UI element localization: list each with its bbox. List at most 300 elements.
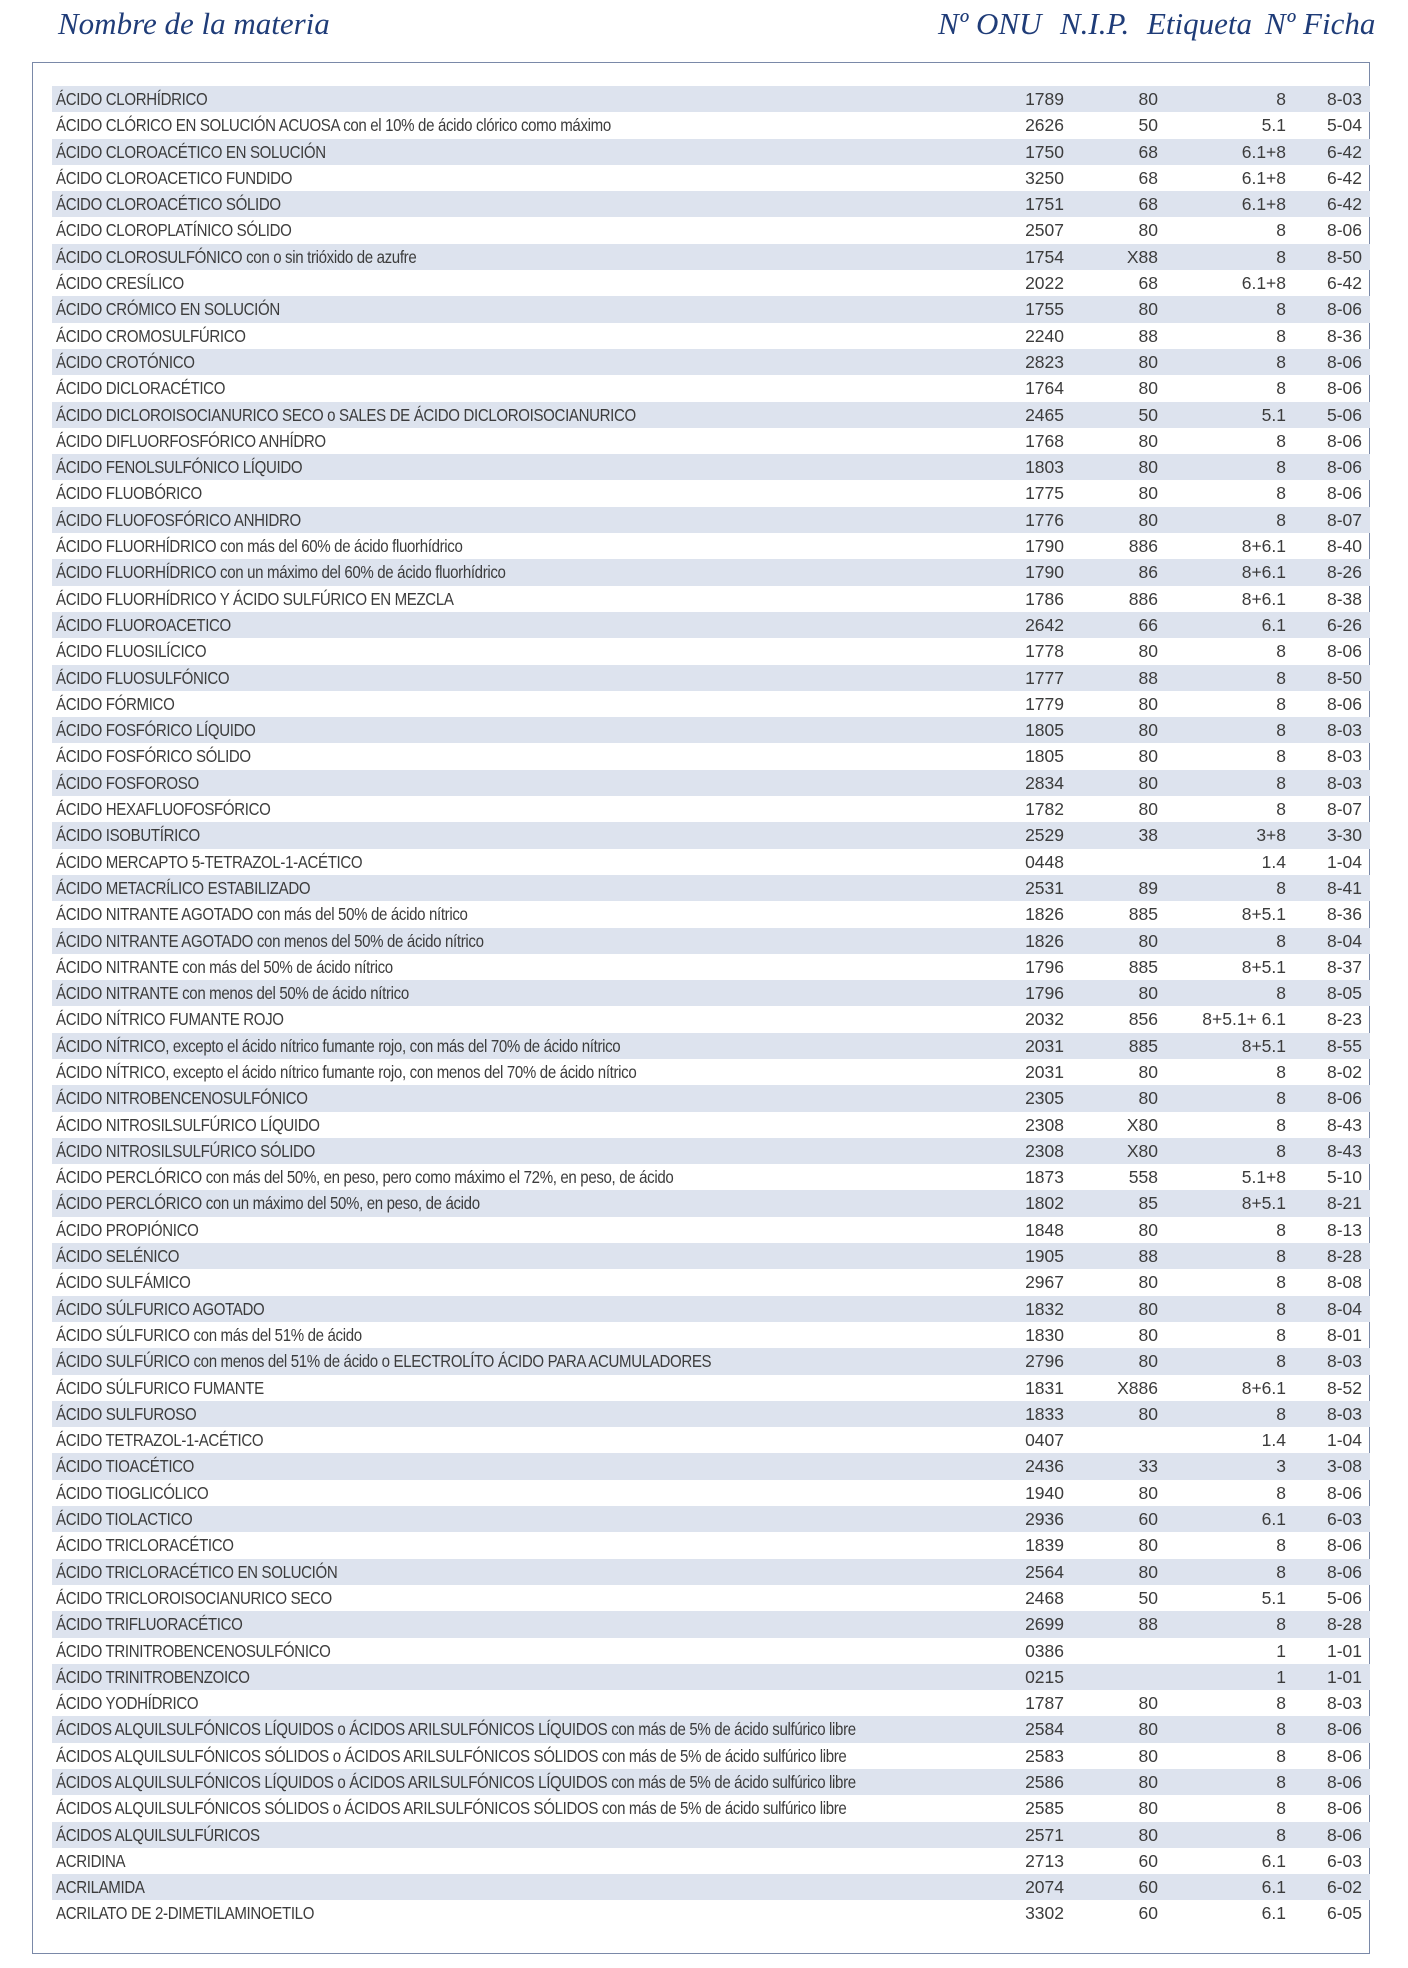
- table-row: [52, 586, 1370, 612]
- cell-name: ÁCIDO PERCLÓRICO con más del 50%, en peso, pero como máximo el 72%, en peso, de ácido: [56, 1167, 674, 1188]
- table-row: [52, 139, 1370, 165]
- cell-onu: 2022: [1025, 273, 1064, 294]
- cell-etiqueta: 8: [1276, 457, 1286, 478]
- cell-name: ÁCIDO SULFÁMICO: [56, 1272, 191, 1293]
- cell-etiqueta: 1.4: [1261, 1430, 1286, 1451]
- table-row: [52, 1427, 1370, 1453]
- table-row: [52, 691, 1370, 717]
- cell-name: ÁCIDO SULFUROSO: [56, 1403, 197, 1424]
- cell-nip: 80: [1138, 351, 1158, 372]
- cell-name: ÁCIDO NITRANTE con más del 50% de ácido nítrico: [56, 956, 393, 977]
- table-row: [52, 1059, 1370, 1085]
- cell-etiqueta: 8: [1276, 351, 1286, 372]
- cell-onu: 1832: [1025, 1298, 1064, 1319]
- cell-ficha: 8-02: [1326, 1061, 1362, 1082]
- cell-nip: 68: [1138, 167, 1158, 188]
- cell-onu: 1754: [1025, 246, 1064, 267]
- cell-name: ÁCIDO CLOROACÉTICO SÓLIDO: [56, 194, 281, 215]
- cell-etiqueta: 8: [1276, 772, 1286, 793]
- cell-etiqueta: 8: [1276, 746, 1286, 767]
- cell-etiqueta: 8: [1276, 720, 1286, 741]
- cell-onu: 1833: [1025, 1403, 1064, 1424]
- cell-onu: 1779: [1025, 693, 1064, 714]
- cell-onu: 2823: [1025, 351, 1064, 372]
- cell-onu: 0386: [1025, 1640, 1064, 1661]
- cell-nip: 50: [1138, 1587, 1158, 1608]
- cell-nip: 85: [1138, 1193, 1158, 1214]
- cell-onu: 1805: [1025, 720, 1064, 741]
- cell-etiqueta: 8: [1276, 1351, 1286, 1372]
- cell-nip: 558: [1128, 1167, 1158, 1188]
- table-header: [0, 0, 1408, 60]
- cell-nip: 80: [1138, 89, 1158, 109]
- cell-name: ÁCIDO DICLOROISOCIANURICO SECO o SALES DE ÁCIDO DICLOROISOCIANURICO: [56, 404, 636, 425]
- cell-ficha: 8-50: [1326, 667, 1362, 688]
- cell-etiqueta: 8: [1276, 246, 1286, 267]
- cell-onu: 2507: [1025, 220, 1064, 241]
- table-row: [52, 1638, 1370, 1664]
- cell-etiqueta: 8: [1276, 983, 1286, 1004]
- cell-nip: 33: [1138, 1456, 1158, 1477]
- cell-ficha: 8-36: [1326, 904, 1362, 925]
- cell-etiqueta: 8: [1276, 1219, 1286, 1240]
- table-row: [52, 665, 1370, 691]
- cell-ficha: 5-04: [1326, 115, 1362, 136]
- cell-name: ÁCIDO NITROSILSULFÚRICO LÍQUIDO: [56, 1114, 320, 1135]
- cell-etiqueta: 8: [1276, 1114, 1286, 1135]
- table-row: [52, 507, 1370, 533]
- cell-onu: 2074: [1025, 1877, 1064, 1898]
- table-row: [52, 1348, 1370, 1374]
- cell-ficha: 8-06: [1326, 351, 1362, 372]
- cell-etiqueta: 5.1: [1261, 404, 1286, 425]
- cell-nip: 89: [1138, 877, 1158, 898]
- table-row: [52, 1716, 1370, 1742]
- table-row: [52, 559, 1370, 585]
- cell-ficha: 8-43: [1326, 1140, 1362, 1161]
- table-row: [52, 349, 1370, 375]
- cell-etiqueta: 8+6.1: [1241, 536, 1286, 557]
- cell-onu: 1873: [1025, 1167, 1064, 1188]
- cell-onu: 2308: [1025, 1114, 1064, 1135]
- cell-name: ÁCIDO ISOBUTÍRICO: [56, 825, 200, 846]
- cell-nip: 80: [1138, 930, 1158, 951]
- cell-ficha: 5-06: [1326, 404, 1362, 425]
- cell-nip: 80: [1138, 457, 1158, 478]
- cell-etiqueta: 8: [1276, 1272, 1286, 1293]
- cell-onu: 1802: [1025, 1193, 1064, 1214]
- cell-nip: 80: [1138, 220, 1158, 241]
- cell-etiqueta: 8: [1276, 1482, 1286, 1503]
- cell-nip: 80: [1138, 772, 1158, 793]
- cell-nip: 88: [1138, 1614, 1158, 1635]
- cell-name: ÁCIDO YODHÍDRICO: [56, 1693, 199, 1714]
- table-row: [52, 1033, 1370, 1059]
- cell-onu: 1775: [1025, 483, 1064, 504]
- cell-ficha: 8-04: [1326, 930, 1362, 951]
- cell-etiqueta: 8: [1276, 299, 1286, 320]
- cell-name: ÁCIDO METACRÍLICO ESTABILIZADO: [56, 877, 311, 898]
- cell-name: ACRIDINA: [56, 1850, 126, 1871]
- table-row: [52, 244, 1370, 270]
- table-row: [52, 112, 1370, 138]
- cell-onu: 1789: [1025, 89, 1064, 109]
- cell-etiqueta: 6.1+8: [1241, 273, 1286, 294]
- cell-etiqueta: 8: [1276, 641, 1286, 662]
- cell-name: ÁCIDO TETRAZOL-1-ACÉTICO: [56, 1430, 264, 1451]
- table-row: [52, 1322, 1370, 1348]
- cell-name: ÁCIDO FLUORHÍDRICO con más del 60% de ácido fluorhídrico: [56, 536, 463, 557]
- cell-onu: 1751: [1025, 194, 1064, 215]
- table-row: [52, 743, 1370, 769]
- cell-etiqueta: 8: [1276, 1561, 1286, 1582]
- cell-ficha: 6-42: [1326, 194, 1362, 215]
- cell-onu: 1796: [1025, 956, 1064, 977]
- cell-nip: 856: [1128, 1009, 1158, 1030]
- cell-ficha: 8-06: [1326, 430, 1362, 451]
- cell-nip: 886: [1128, 588, 1158, 609]
- table-row: [52, 1664, 1370, 1690]
- cell-nip: 80: [1138, 1745, 1158, 1766]
- cell-etiqueta: 8: [1276, 1298, 1286, 1319]
- cell-onu: 0407: [1025, 1430, 1064, 1451]
- cell-nip: 68: [1138, 194, 1158, 215]
- cell-onu: 2531: [1025, 877, 1064, 898]
- cell-nip: 80: [1138, 1719, 1158, 1740]
- cell-etiqueta: 6.1: [1261, 1850, 1286, 1871]
- cell-onu: 2585: [1025, 1798, 1064, 1819]
- cell-nip: 68: [1138, 141, 1158, 162]
- cell-name: ÁCIDO FLUORHÍDRICO Y ÁCIDO SULFÚRICO EN MEZCLA: [56, 588, 454, 609]
- cell-name: ÁCIDO NITRANTE AGOTADO con más del 50% de ácido nítrico: [56, 904, 468, 925]
- table-row: [52, 454, 1370, 480]
- table-row: [52, 796, 1370, 822]
- cell-ficha: 8-28: [1326, 1614, 1362, 1635]
- cell-name: ÁCIDO FOSFOROSO: [56, 772, 199, 793]
- cell-name: ÁCIDO FLUOBÓRICO: [56, 483, 202, 504]
- table-row: [52, 1585, 1370, 1611]
- cell-name: ÁCIDO TIOLACTICO: [56, 1509, 193, 1530]
- cell-nip: 88: [1138, 1246, 1158, 1267]
- cell-onu: 2571: [1025, 1824, 1064, 1845]
- cell-onu: 1803: [1025, 457, 1064, 478]
- cell-nip: 80: [1138, 720, 1158, 741]
- cell-nip: 66: [1138, 614, 1158, 635]
- cell-etiqueta: 8: [1276, 378, 1286, 399]
- cell-ficha: 8-55: [1326, 1035, 1362, 1056]
- cell-onu: 2642: [1025, 614, 1064, 635]
- table-row: [52, 270, 1370, 296]
- cell-nip: 68: [1138, 273, 1158, 294]
- cell-etiqueta: 5.1: [1261, 115, 1286, 136]
- table-row: [52, 1006, 1370, 1032]
- cell-nip: 88: [1138, 325, 1158, 346]
- cell-onu: 1782: [1025, 799, 1064, 820]
- cell-onu: 1777: [1025, 667, 1064, 688]
- cell-nip: 80: [1138, 299, 1158, 320]
- cell-nip: 885: [1128, 956, 1158, 977]
- cell-name: ÁCIDO CRESÍLICO: [56, 273, 184, 294]
- header-ficha: Nº Ficha: [1265, 6, 1376, 41]
- cell-name: ÁCIDO NÍTRICO, excepto el ácido nítrico fumante rojo, con más del 70% de ácido nítrico: [56, 1035, 621, 1056]
- cell-onu: 1787: [1025, 1693, 1064, 1714]
- cell-ficha: 8-21: [1326, 1193, 1362, 1214]
- cell-nip: 80: [1138, 1693, 1158, 1714]
- table-row: [52, 480, 1370, 506]
- cell-nip: 50: [1138, 115, 1158, 136]
- cell-ficha: 8-23: [1326, 1009, 1362, 1030]
- materials-table: [52, 86, 1370, 1927]
- cell-name: ÁCIDO SELÉNICO: [56, 1246, 180, 1267]
- cell-etiqueta: 8+6.1: [1241, 1377, 1286, 1398]
- cell-ficha: 8-08: [1326, 1272, 1362, 1293]
- cell-ficha: 1-04: [1326, 1430, 1362, 1451]
- cell-nip: 50: [1138, 404, 1158, 425]
- cell-onu: 1755: [1025, 299, 1064, 320]
- cell-nip: 80: [1138, 1772, 1158, 1792]
- cell-nip: 80: [1138, 1272, 1158, 1293]
- cell-ficha: 8-03: [1326, 720, 1362, 741]
- table-row: [52, 1243, 1370, 1269]
- cell-name: ÁCIDO NITROSILSULFÚRICO SÓLIDO: [56, 1140, 315, 1161]
- cell-etiqueta: 8: [1276, 1614, 1286, 1635]
- cell-ficha: 8-06: [1326, 299, 1362, 320]
- table-row: [52, 1269, 1370, 1295]
- table-row: [52, 1743, 1370, 1769]
- cell-nip: 885: [1128, 904, 1158, 925]
- table-row: [52, 1164, 1370, 1190]
- cell-ficha: 8-43: [1326, 1114, 1362, 1135]
- cell-ficha: 8-07: [1326, 799, 1362, 820]
- cell-onu: 3302: [1025, 1903, 1064, 1924]
- cell-onu: 1764: [1025, 378, 1064, 399]
- cell-name: ÁCIDOS ALQUILSULFÓNICOS LÍQUIDOS o ÁCIDOS ARILSULFÓNICOS LÍQUIDOS con más de 5% de ácido sulfúrico libre: [56, 1772, 856, 1792]
- cell-name: ÁCIDO CLOROACÉTICO EN SOLUCIÓN: [56, 141, 326, 162]
- cell-onu: 2713: [1025, 1850, 1064, 1871]
- cell-ficha: 8-38: [1326, 588, 1362, 609]
- header-etiqueta: Etiqueta: [1147, 6, 1253, 41]
- table-row: [52, 1480, 1370, 1506]
- table-row: [52, 1112, 1370, 1138]
- cell-ficha: 6-02: [1326, 1877, 1362, 1898]
- cell-name: ÁCIDO FENOLSULFÓNICO LÍQUIDO: [56, 457, 303, 478]
- table-row: [52, 770, 1370, 796]
- table-row: [52, 928, 1370, 954]
- cell-nip: 80: [1138, 1824, 1158, 1845]
- cell-name: ÁCIDO SÚLFURICO con más del 51% de ácido: [56, 1324, 362, 1345]
- cell-nip: 80: [1138, 1324, 1158, 1345]
- table-row: [52, 1217, 1370, 1243]
- cell-ficha: 8-36: [1326, 325, 1362, 346]
- table-row: [52, 1848, 1370, 1874]
- cell-onu: 2584: [1025, 1719, 1064, 1740]
- cell-ficha: 8-26: [1326, 562, 1362, 583]
- cell-ficha: 6-03: [1326, 1850, 1362, 1871]
- cell-nip: 885: [1128, 1035, 1158, 1056]
- cell-ficha: 8-06: [1326, 1745, 1362, 1766]
- cell-name: ACRILAMIDA: [56, 1877, 145, 1898]
- cell-etiqueta: 8: [1276, 1824, 1286, 1845]
- cell-onu: 1805: [1025, 746, 1064, 767]
- cell-onu: 1839: [1025, 1535, 1064, 1556]
- cell-etiqueta: 6.1: [1261, 1877, 1286, 1898]
- cell-onu: 1848: [1025, 1219, 1064, 1240]
- cell-ficha: 8-01: [1326, 1324, 1362, 1345]
- table-row: [52, 1822, 1370, 1848]
- cell-onu: 2468: [1025, 1587, 1064, 1608]
- cell-etiqueta: 3: [1276, 1456, 1286, 1477]
- cell-etiqueta: 8: [1276, 799, 1286, 820]
- cell-etiqueta: 5.1: [1261, 1587, 1286, 1608]
- cell-ficha: 8-06: [1326, 1535, 1362, 1556]
- cell-name: ÁCIDO FLUORHÍDRICO con un máximo del 60% de ácido fluorhídrico: [56, 562, 506, 583]
- cell-ficha: 8-03: [1326, 1693, 1362, 1714]
- cell-onu: 2032: [1025, 1009, 1064, 1030]
- cell-onu: 2796: [1025, 1351, 1064, 1372]
- cell-etiqueta: 1: [1276, 1666, 1286, 1687]
- cell-name: ÁCIDO SULFÚRICO con menos del 51% de ácido o ELECTROLÍTO ÁCIDO PARA ACUMULADORES: [56, 1351, 712, 1372]
- cell-onu: 2586: [1025, 1772, 1064, 1792]
- table-row: [52, 323, 1370, 349]
- table-row: [52, 1453, 1370, 1479]
- cell-name: ÁCIDO NITROBENCENOSULFÓNICO: [56, 1088, 308, 1109]
- cell-etiqueta: 8+6.1: [1241, 562, 1286, 583]
- cell-etiqueta: 8: [1276, 430, 1286, 451]
- cell-nip: X80: [1126, 1114, 1158, 1135]
- table-row: [52, 1900, 1370, 1926]
- cell-ficha: 3-30: [1326, 825, 1362, 846]
- cell-onu: 2936: [1025, 1509, 1064, 1530]
- cell-ficha: 8-03: [1326, 746, 1362, 767]
- table-row: [52, 165, 1370, 191]
- table-row: [52, 1532, 1370, 1558]
- cell-etiqueta: 6.1+8: [1241, 194, 1286, 215]
- cell-onu: 1790: [1025, 536, 1064, 557]
- cell-etiqueta: 6.1: [1261, 1903, 1286, 1924]
- cell-etiqueta: 8: [1276, 483, 1286, 504]
- cell-etiqueta: 8: [1276, 1798, 1286, 1819]
- cell-name: ÁCIDO TIOACÉTICO: [56, 1456, 195, 1477]
- cell-nip: 80: [1138, 1351, 1158, 1372]
- table-row: [52, 296, 1370, 322]
- cell-name: ÁCIDO DICLORACÉTICO: [56, 378, 226, 399]
- cell-nip: 60: [1138, 1850, 1158, 1871]
- cell-name: ÁCIDO NITRANTE con menos del 50% de ácido nítrico: [56, 983, 409, 1004]
- cell-onu: 1796: [1025, 983, 1064, 1004]
- table-row: [52, 217, 1370, 243]
- cell-name: ÁCIDO PROPIÓNICO: [56, 1219, 199, 1240]
- cell-name: ÁCIDO TIOGLICÓLICO: [56, 1482, 209, 1503]
- cell-etiqueta: 8: [1276, 1772, 1286, 1792]
- cell-ficha: 8-06: [1326, 693, 1362, 714]
- cell-name: ÁCIDO FLUOSULFÓNICO: [56, 667, 230, 688]
- cell-ficha: 8-04: [1326, 1298, 1362, 1319]
- cell-etiqueta: 5.1+8: [1241, 1167, 1286, 1188]
- cell-ficha: 8-06: [1326, 457, 1362, 478]
- cell-nip: X886: [1117, 1377, 1158, 1398]
- cell-nip: 80: [1138, 1561, 1158, 1582]
- cell-nip: 38: [1138, 825, 1158, 846]
- cell-etiqueta: 8+5.1: [1241, 1035, 1286, 1056]
- cell-ficha: 8-06: [1326, 641, 1362, 662]
- cell-nip: 80: [1138, 1535, 1158, 1556]
- cell-onu: 2308: [1025, 1140, 1064, 1161]
- cell-name: ÁCIDO MERCAPTO 5-TETRAZOL-1-ACÉTICO: [56, 851, 363, 872]
- cell-name: ÁCIDO FLUOFOSFÓRICO ANHIDRO: [56, 509, 301, 530]
- cell-nip: 80: [1138, 1061, 1158, 1082]
- cell-etiqueta: 6.1: [1261, 1509, 1286, 1530]
- cell-onu: 1826: [1025, 930, 1064, 951]
- cell-nip: 80: [1138, 1798, 1158, 1819]
- cell-ficha: 8-06: [1326, 1482, 1362, 1503]
- cell-onu: 1830: [1025, 1324, 1064, 1345]
- cell-name: ÁCIDO CLOROSULFÓNICO con o sin trióxido de azufre: [56, 246, 417, 267]
- cell-etiqueta: 8+5.1+ 6.1: [1202, 1009, 1286, 1030]
- cell-nip: 80: [1138, 509, 1158, 530]
- table-row: [52, 1559, 1370, 1585]
- cell-etiqueta: 8: [1276, 1693, 1286, 1714]
- cell-ficha: 5-06: [1326, 1587, 1362, 1608]
- cell-etiqueta: 8+5.1: [1241, 904, 1286, 925]
- cell-onu: 2564: [1025, 1561, 1064, 1582]
- cell-nip: 80: [1138, 746, 1158, 767]
- cell-nip: 60: [1138, 1877, 1158, 1898]
- cell-onu: 2240: [1025, 325, 1064, 346]
- table-row: [52, 1190, 1370, 1216]
- cell-name: ÁCIDO CROMOSULFÚRICO: [56, 325, 246, 346]
- cell-onu: 2031: [1025, 1061, 1064, 1082]
- cell-name: ÁCIDO FÓRMICO: [56, 693, 175, 714]
- cell-etiqueta: 8: [1276, 1324, 1286, 1345]
- cell-name: ÁCIDO FOSFÓRICO LÍQUIDO: [56, 720, 256, 741]
- cell-ficha: 3-08: [1326, 1456, 1362, 1477]
- table-row: [52, 1769, 1370, 1795]
- cell-etiqueta: 8: [1276, 1140, 1286, 1161]
- cell-ficha: 8-50: [1326, 246, 1362, 267]
- cell-ficha: 8-06: [1326, 483, 1362, 504]
- cell-etiqueta: 8: [1276, 325, 1286, 346]
- table-row: [52, 191, 1370, 217]
- cell-nip: 80: [1138, 693, 1158, 714]
- cell-name: ÁCIDO DIFLUORFOSFÓRICO ANHÍDRO: [56, 430, 326, 451]
- cell-etiqueta: 8: [1276, 1088, 1286, 1109]
- cell-onu: 2626: [1025, 115, 1064, 136]
- cell-onu: 1826: [1025, 904, 1064, 925]
- cell-nip: 80: [1138, 1219, 1158, 1240]
- table-row: [52, 849, 1370, 875]
- cell-etiqueta: 8: [1276, 1719, 1286, 1740]
- cell-etiqueta: 8: [1276, 1745, 1286, 1766]
- cell-nip: X80: [1126, 1140, 1158, 1161]
- table-row: [52, 954, 1370, 980]
- cell-nip: 80: [1138, 1088, 1158, 1109]
- cell-etiqueta: 8: [1276, 930, 1286, 951]
- table-row: [52, 533, 1370, 559]
- cell-ficha: 8-06: [1326, 1088, 1362, 1109]
- cell-onu: 0448: [1025, 851, 1064, 872]
- cell-name: ÁCIDO CROTÓNICO: [56, 351, 195, 372]
- cell-etiqueta: 8: [1276, 1535, 1286, 1556]
- cell-etiqueta: 8+5.1: [1241, 956, 1286, 977]
- cell-name: ÁCIDO CLOROACETICO FUNDIDO: [56, 167, 293, 188]
- cell-ficha: 8-03: [1326, 772, 1362, 793]
- cell-name: ÁCIDOS ALQUILSULFÓNICOS LÍQUIDOS o ÁCIDOS ARILSULFÓNICOS LÍQUIDOS con más de 5% de ácido sulfúrico libre: [56, 1719, 856, 1740]
- cell-etiqueta: 1.4: [1261, 851, 1286, 872]
- cell-ficha: 8-06: [1326, 220, 1362, 241]
- table-row: [52, 1611, 1370, 1637]
- cell-nip: X88: [1126, 246, 1158, 267]
- cell-nip: 80: [1138, 799, 1158, 820]
